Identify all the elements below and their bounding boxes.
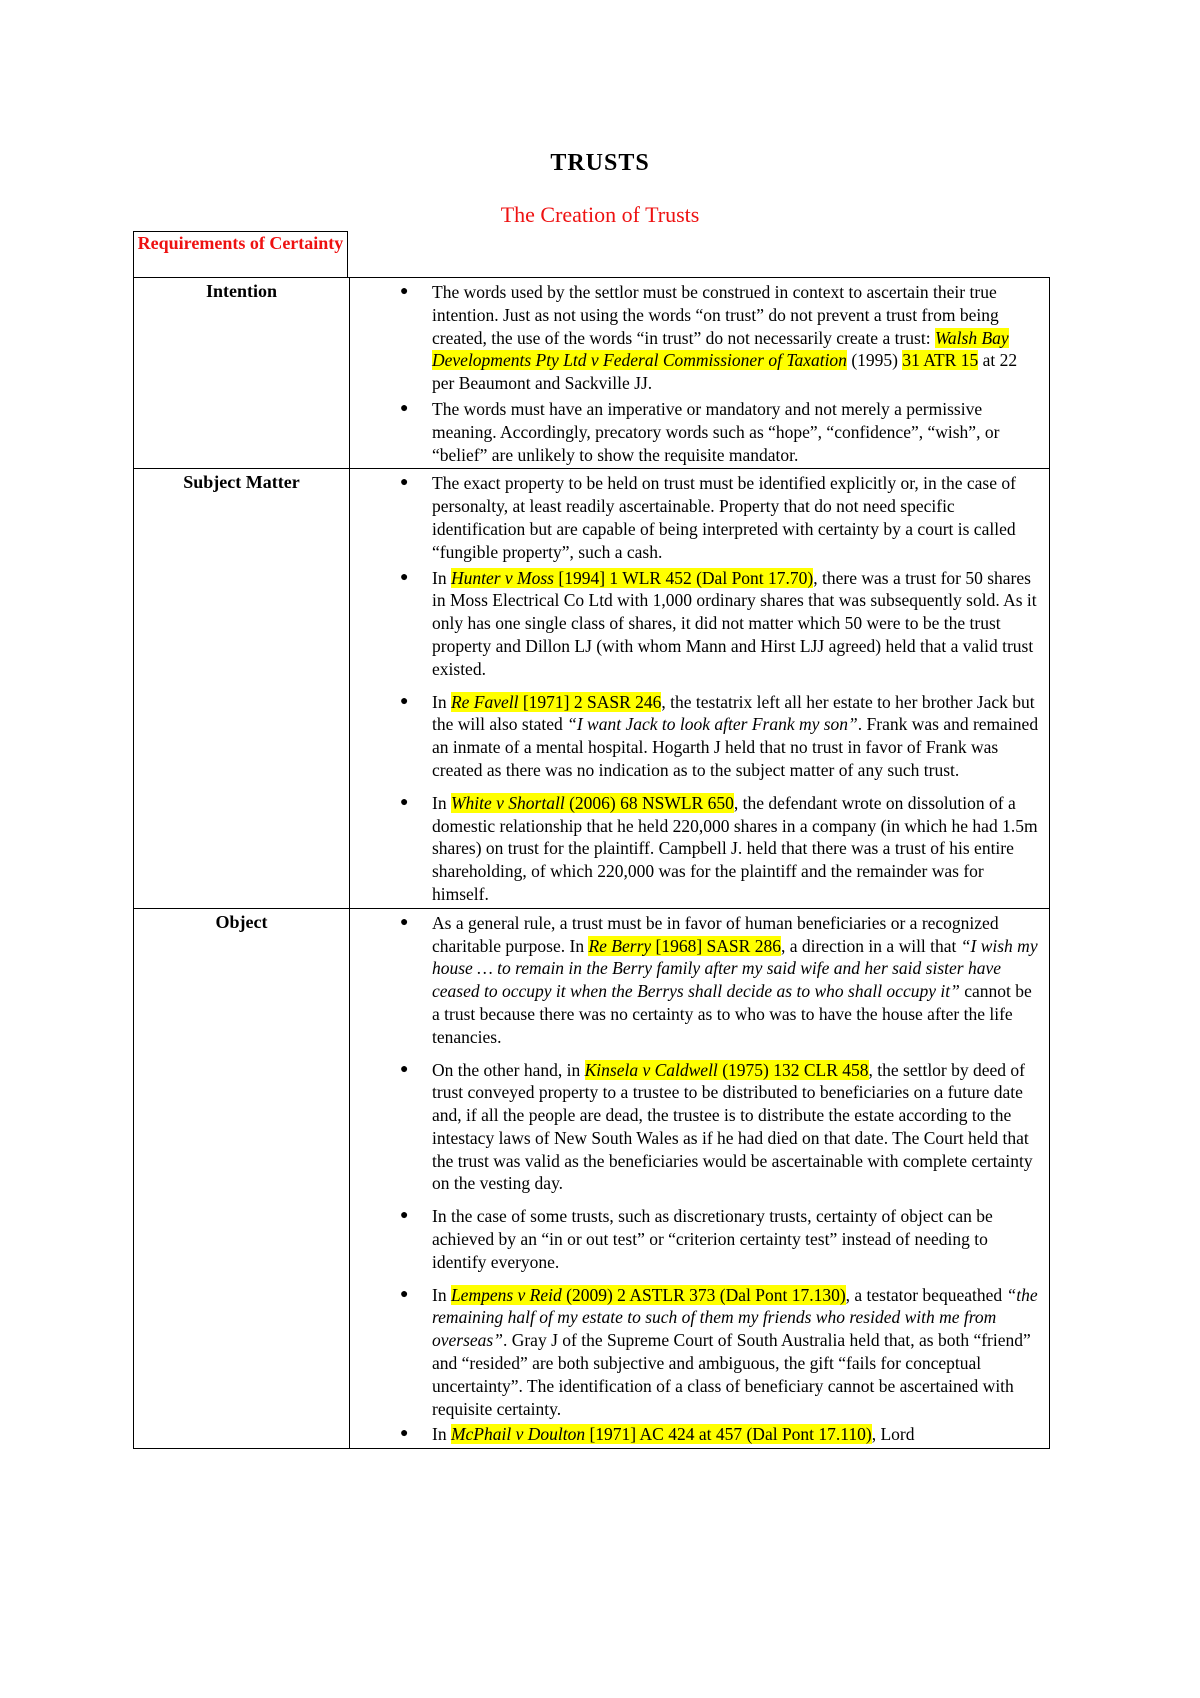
case-citation: [1971] AC 424 at 457 (Dal Pont 17.110) (585, 1424, 872, 1445)
text-run: As a general rule, a trust must be in favor of human beneficiaries or a recognized charitable purpose. In (432, 912, 999, 956)
bullet-icon: ● (400, 1061, 409, 1077)
row-label: Subject Matter (134, 469, 350, 908)
text-run: , Lord (871, 1424, 915, 1445)
text-run: (1995) (846, 350, 903, 371)
bullet-list (360, 472, 1039, 905)
text-run: , a testator bequeathed (845, 1284, 1007, 1305)
document-subtitle: The Creation of Trusts (500, 202, 700, 227)
case-citation: Walsh Bay Developments Pty Ltd v Federal Commissioner of Taxation (432, 327, 1009, 371)
case-citation: [1971] 2 SASR 246 (518, 691, 662, 712)
text-run: “I want Jack to look after Frank my son” (567, 714, 858, 735)
bullet-icon: ● (400, 400, 409, 416)
case-citation: McPhail v Doulton (450, 1424, 586, 1445)
text-run: cannot be a trust because there was no certainty as to who was to have the house after the life tenancies. (432, 981, 1032, 1047)
text-run: , the testatrix left all her estate to her brother Jack but the will also stated (432, 691, 1035, 735)
text-run: In (432, 792, 451, 813)
list-item (360, 1423, 1039, 1446)
case-citation: White v Shortall (450, 792, 565, 813)
case-citation: (2009) 2 ASTLR 373 (Dal Pont 17.130) (561, 1284, 846, 1305)
case-citation: Lempens v Reid (450, 1284, 562, 1305)
list-item (360, 792, 1039, 906)
text-run: , there was a trust for 50 shares in Moss Electrical Co Ltd with 1,000 ordinary shares that was subsequently sold. As it only has one single class of shares, it did not matter which 50 were to be the trust property and Dillon LJ (with whom Mann and Hirst LJJ agreed) held that a valid trust existed. (432, 567, 1037, 679)
text-run: The words used by the settlor must be construed in context to ascertain their true intention. Just as not using the words “on trust” do not prevent a trust from being created, the use of the words “in trust” do not necessarily create a trust: (432, 282, 999, 348)
case-citation: (1975) 132 CLR 458 (717, 1059, 869, 1080)
text-run: “the remaining half of my estate to such of them my friends who resided with me from overseas” (432, 1284, 1038, 1351)
bullet-icon: ● (400, 1286, 409, 1302)
document-title: TRUSTS (550, 150, 650, 176)
table-row (134, 278, 1050, 469)
bullet-icon: ● (400, 693, 409, 709)
bullet-icon: ● (400, 475, 409, 491)
case-citation: [1994] 1 WLR 452 (Dal Pont 17.70) (554, 567, 814, 588)
table-row (134, 908, 1050, 1449)
text-run: The exact property to be held on trust must be identified explicitly or, in the case of personalty, at least readily ascertainable. Property that do not need specific identification but are capable of being interpreted with certainty by a court is called “fungible property”, such a cash. (432, 473, 1016, 562)
requirements-header-cell: Requirements of Certainty (133, 231, 348, 277)
case-citation: 31 ATR 15 (902, 350, 979, 371)
bullet-icon: ● (400, 914, 409, 930)
bullet-list (360, 281, 1039, 466)
case-citation: Re Favell (450, 691, 519, 712)
bullet-icon: ● (400, 1426, 409, 1442)
text-run: , the defendant wrote on dissolution of a domestic relationship that he held 220,000 shares in a company (in which he had 1.5m shares) on trust for the plaintiff. Campbell J. held that there was a trust of his entire shareholding, of which 220,000 was for the plaintiff and the remainder was for himself. (432, 792, 1038, 904)
bullet-icon: ● (400, 284, 409, 299)
case-citation: Kinsela v Caldwell (584, 1059, 718, 1080)
text-run: “I wish my house … to remain in the Berry family after my said wife and her said sister have ceased to occupy it when the Berrys shall decide as to who shall occupy it” (432, 935, 1038, 1002)
list-item (360, 472, 1039, 563)
text-run: In the case of some trusts, such as discretionary trusts, certainty of object can be achieved by an “in or out test” or “criterion certainty test” instead of needing to identify everyone. (432, 1206, 993, 1272)
case-citation: (2006) 68 NSWLR 650 (564, 792, 734, 813)
certainty-table (133, 277, 1050, 1449)
row-content (350, 278, 1050, 469)
list-item (360, 398, 1039, 466)
list-item (360, 691, 1039, 782)
text-run: , the settlor by deed of trust conveyed property to a trustee to be distributed to beneficiaries on a future date and, if all the people are dead, the trustee is to distribute the estate according to the intestacy laws of New South Wales as if he had died on that date. The Court held that the trust was valid as the beneficiaries would be ascertainable with complete certainty on the vesting day. (432, 1059, 1033, 1194)
bullet-icon: ● (400, 794, 409, 810)
list-item (360, 281, 1039, 395)
row-content (350, 908, 1050, 1449)
list-item (360, 1205, 1039, 1273)
text-run: In (432, 1284, 451, 1305)
bullet-icon: ● (400, 1208, 409, 1224)
text-run: . Gray J of the Supreme Court of South Australia held that, as both “friend” and “resided” are both subjective and ambiguous, the gift “fails for conceptual uncertainty”. The identification of a class of beneficiary cannot be ascertained with requisite certainty. (432, 1330, 1031, 1419)
text-run: , a direction in a will that (780, 935, 961, 956)
text-run: The words must have an imperative or mandatory and not merely a permissive meaning. Accordingly, precatory words such as “hope”, “confidence”, “wish”, or “belief” are unlikely to show the requisite mandator. (432, 398, 1000, 465)
list-item (360, 1059, 1039, 1196)
list-item (360, 912, 1039, 1049)
row-label: Intention (134, 278, 350, 469)
text-run: On the other hand, in (432, 1059, 585, 1080)
bullet-icon: ● (400, 569, 409, 585)
text-run: In (432, 691, 451, 712)
row-label: Object (134, 908, 350, 1449)
bullet-list (360, 912, 1039, 1447)
table-row (134, 469, 1050, 908)
list-item (360, 567, 1039, 681)
case-citation: [1968] SASR 286 (651, 935, 781, 956)
case-citation: Re Berry (588, 935, 652, 956)
row-content (350, 469, 1050, 908)
text-run: at 22 per Beaumont and Sackville JJ. (432, 350, 1018, 394)
text-run: . Frank was and remained an inmate of a mental hospital. Hogarth J held that no trust in favor of Frank was created as there was no indication as to the subject matter of any such trust. (432, 714, 1039, 780)
text-run: In (432, 567, 451, 588)
case-citation: Hunter v Moss (450, 567, 554, 588)
list-item (360, 1284, 1039, 1421)
text-run: In (432, 1424, 451, 1445)
